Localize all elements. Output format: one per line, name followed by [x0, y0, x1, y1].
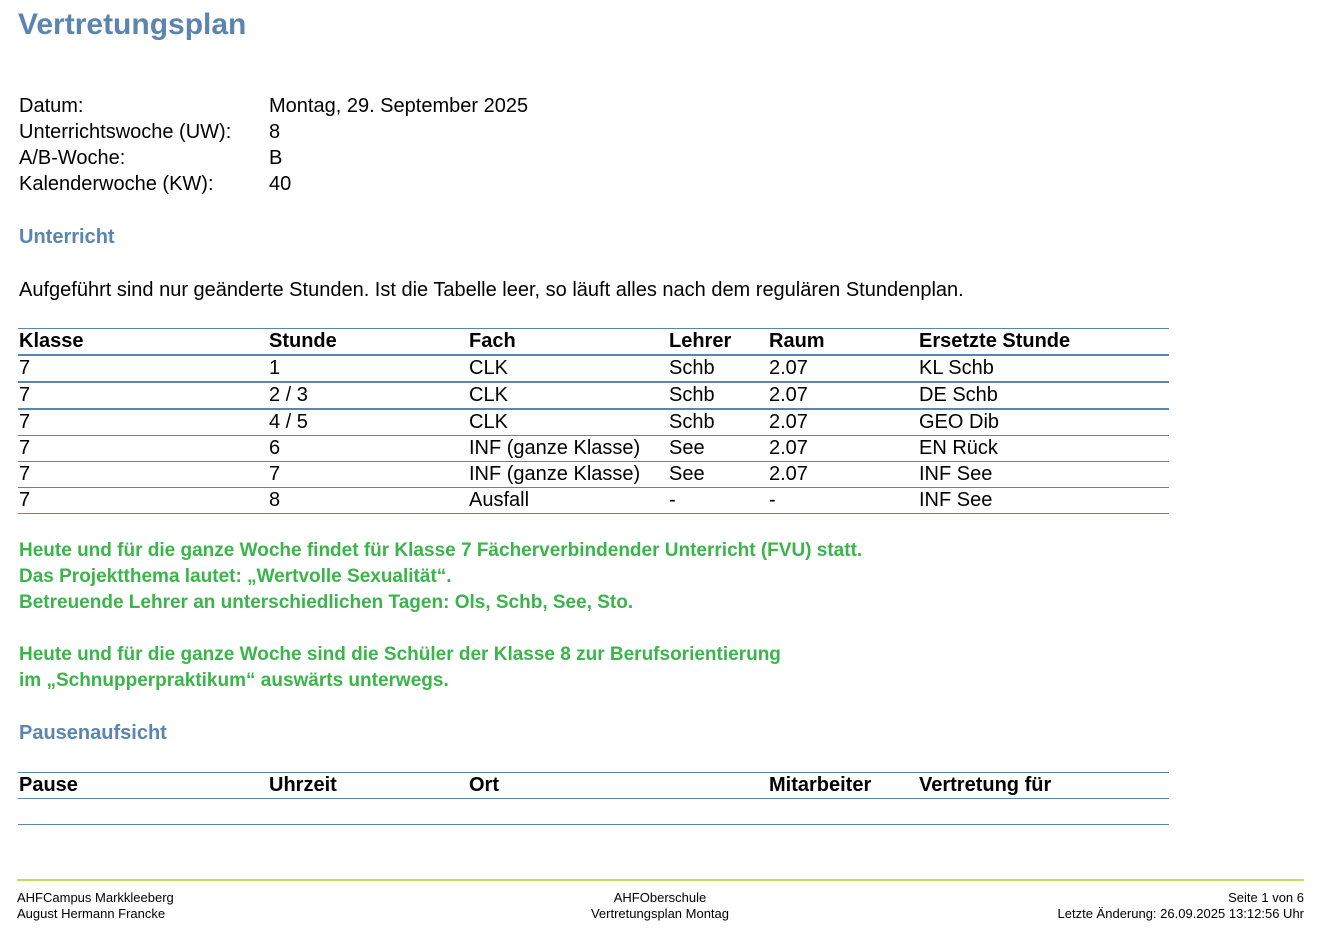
footer-campus: AHFCampus Markkleeberg: [17, 890, 174, 905]
meta-value: 40: [269, 173, 292, 195]
footer-school-founder: August Hermann Francke: [17, 906, 166, 921]
footer-page-number: Seite 1 von 6: [1228, 890, 1304, 905]
column-header: Mitarbeiter: [769, 774, 872, 796]
table-cell: Schb: [669, 411, 715, 433]
meta-label: Unterrichtswoche (UW):: [19, 121, 232, 143]
table-cell: 7: [19, 463, 31, 485]
footer-last-modified: Letzte Änderung: 26.09.2025 13:12:56 Uhr: [1057, 906, 1304, 921]
column-header: Fach: [469, 330, 516, 352]
table-cell: 7: [269, 463, 281, 485]
meta-row-datum: [19, 93, 528, 119]
meta-label: Datum:: [19, 95, 84, 117]
notice-line: im „Schnupperpraktikum“ auswärts unterwegs.: [19, 670, 449, 691]
footer-left: [17, 890, 174, 922]
table-cell: -: [769, 489, 776, 511]
table-cell: 1: [269, 357, 281, 379]
meta-label: Kalenderwoche (KW):: [19, 173, 214, 195]
meta-value: Montag, 29. September 2025: [269, 95, 529, 117]
meta-value: 8: [269, 121, 281, 143]
table-cell: Schb: [669, 357, 715, 379]
table-cell: 2.07: [769, 437, 808, 459]
meta-row-kw: [19, 171, 528, 197]
table-cell: 4 / 5: [269, 411, 308, 433]
table-cell: 2.07: [769, 384, 808, 406]
section-heading-unterricht: Unterricht: [19, 226, 115, 248]
table-header-row: [18, 773, 1169, 799]
column-header: Klasse: [19, 330, 84, 352]
column-header: Uhrzeit: [269, 774, 337, 796]
notice-line: Heute und für die ganze Woche findet für Klasse 7 Fächerverbindender Unterricht (FVU) statt.: [19, 540, 863, 561]
column-header: Stunde: [269, 330, 337, 352]
column-header: Pause: [19, 774, 78, 796]
table-cell: -: [669, 489, 676, 511]
meta-value: B: [269, 147, 283, 169]
table-cell: 2 / 3: [269, 384, 308, 406]
table-row: [18, 382, 1169, 409]
table-cell: 7: [19, 437, 31, 459]
table-cell: CLK: [469, 357, 508, 379]
table-cell: DE Schb: [919, 384, 998, 406]
table-row: [18, 409, 1169, 436]
table-cell: EN Rück: [919, 437, 998, 459]
table-cell: 7: [19, 489, 31, 511]
page-title: Vertretungsplan: [18, 8, 247, 41]
table-cell: Schb: [669, 384, 715, 406]
table-cell: KL Schb: [919, 357, 994, 379]
notice-line: Betreuende Lehrer an unterschiedlichen Tagen: Ols, Schb, See, Sto.: [19, 592, 634, 613]
footer-divider: [17, 879, 1304, 881]
table-cell: INF (ganze Klasse): [469, 463, 641, 485]
table-header-row: [18, 329, 1169, 356]
table-row-empty: [18, 799, 1169, 825]
footer-right: [1058, 890, 1304, 922]
notice-line: Das Projektthema lautet: „Wertvolle Sexualität“.: [19, 566, 452, 587]
table-cell: 7: [19, 384, 31, 406]
footer-center: [460, 890, 860, 922]
notice-fvu: [19, 538, 862, 616]
table-cell: 2.07: [769, 411, 808, 433]
footer-school: AHFOberschule: [613, 890, 707, 905]
table-cell: 7: [19, 411, 31, 433]
table-cell: 2.07: [769, 463, 808, 485]
table-row: [18, 488, 1169, 514]
table-cell: 6: [269, 437, 281, 459]
table-cell: See: [669, 463, 705, 485]
column-header: Ort: [469, 774, 499, 796]
column-header: Vertretung für: [919, 774, 1052, 796]
notice-praktikum: [19, 642, 781, 694]
meta-row-uw: [19, 119, 528, 145]
column-header: Raum: [769, 330, 825, 352]
table-row: [18, 355, 1169, 382]
substitution-table: [18, 328, 1169, 514]
table-row: [18, 436, 1169, 462]
table-cell: INF See: [919, 463, 993, 485]
table-cell: INF (ganze Klasse): [469, 437, 641, 459]
section-heading-pausenaufsicht: Pausenaufsicht: [19, 722, 167, 744]
column-header: Ersetzte Stunde: [919, 330, 1071, 352]
notice-line: Heute und für die ganze Woche sind die Schüler der Klasse 8 zur Berufsorientierung: [19, 644, 781, 665]
break-supervision-table: [18, 772, 1169, 825]
meta-info: [19, 93, 528, 197]
table-cell: Ausfall: [469, 489, 530, 511]
table-cell: 2.07: [769, 357, 808, 379]
footer-doc-title: Vertretungsplan Montag: [590, 906, 730, 921]
table-cell: See: [669, 437, 705, 459]
table-row: [18, 462, 1169, 488]
table-cell: GEO Dib: [919, 411, 1000, 433]
table-cell: CLK: [469, 384, 508, 406]
table-cell: INF See: [919, 489, 993, 511]
meta-label: A/B-Woche:: [19, 147, 126, 169]
unterricht-info-text: Aufgeführt sind nur geänderte Stunden. Ist die Tabelle leer, so läuft alles nach dem regulären Stundenplan.: [19, 279, 964, 301]
table-cell: CLK: [469, 411, 508, 433]
table-cell: 7: [19, 357, 31, 379]
column-header: Lehrer: [669, 330, 732, 352]
meta-row-ab-woche: [19, 145, 528, 171]
table-cell: 8: [269, 489, 281, 511]
